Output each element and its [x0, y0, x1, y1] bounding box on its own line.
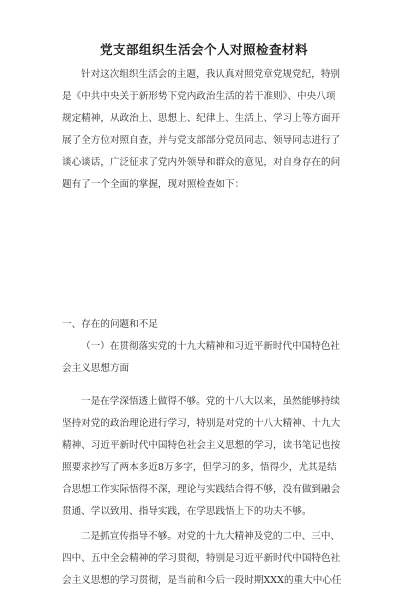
text-line: （一）在贯彻落实党的十九大精神和习近平新时代中国特色社: [81, 341, 341, 352]
section-heading: [62, 314, 349, 336]
text-line: 会主义思想方面: [62, 363, 130, 374]
text-line: 题有了一个全面的掌握，现对照检查如下：: [62, 179, 245, 190]
body-paragraph-1: [62, 391, 349, 523]
text-line: 四中、五中全会精神的学习贯彻，特别是习近平新时代中国特色社: [62, 553, 341, 564]
text-line: 规定精神，从政治上、思想上、纪律上、生活上、学习上等方面开: [62, 113, 341, 124]
text-line: 二是抓宣传指导不够。对党的十九大精神及党的二中、三中、: [81, 531, 341, 542]
body-paragraph-2: [62, 526, 349, 592]
text-line: 坚持对党的政治理论进行学习，特别是对党的十八大精神、十九大: [62, 418, 341, 429]
subsection-heading: [62, 336, 349, 380]
text-line: 合思想工作实际悟得不深，理论与实践结合得不够，没有做到融会: [62, 484, 341, 495]
intro-paragraph: [62, 64, 349, 196]
text-line: 针对这次组织生活会的主题，我认真对照党章党规党纪，特别: [81, 69, 341, 80]
text-line: 会主义思想的学习贯彻，是当前和今后一段时期XXX的重大中心任: [62, 575, 342, 586]
text-line: 一是在学深悟透上做得不够。党的十八大以来，虽然能够持续: [81, 396, 341, 407]
document-title: 党支部组织生活会个人对照检查材料: [99, 42, 308, 57]
text-line: 贯通、学以致用、指导实践，在学思践悟上下的功夫不够。: [62, 506, 312, 517]
text-line: 一、存在的问题和不足: [62, 319, 158, 330]
text-line: 照要求抄写了两本多近8万多字，但学习的多，悟得少，尤其是结: [62, 462, 337, 473]
text-line: 展了全方位对照自查，并与党支部部分党员同志、领导同志进行了: [62, 135, 341, 146]
text-line: 精神、习近平新时代中国特色社会主义思想的学习，读书笔记也按: [62, 440, 341, 451]
text-line: 谈心谈话，广泛征求了党内外领导和群众的意见，对自身存在的问: [62, 157, 341, 168]
text-line: 是《中共中央关于新形势下党内政治生活的若干准则》、中央八项: [62, 91, 336, 102]
